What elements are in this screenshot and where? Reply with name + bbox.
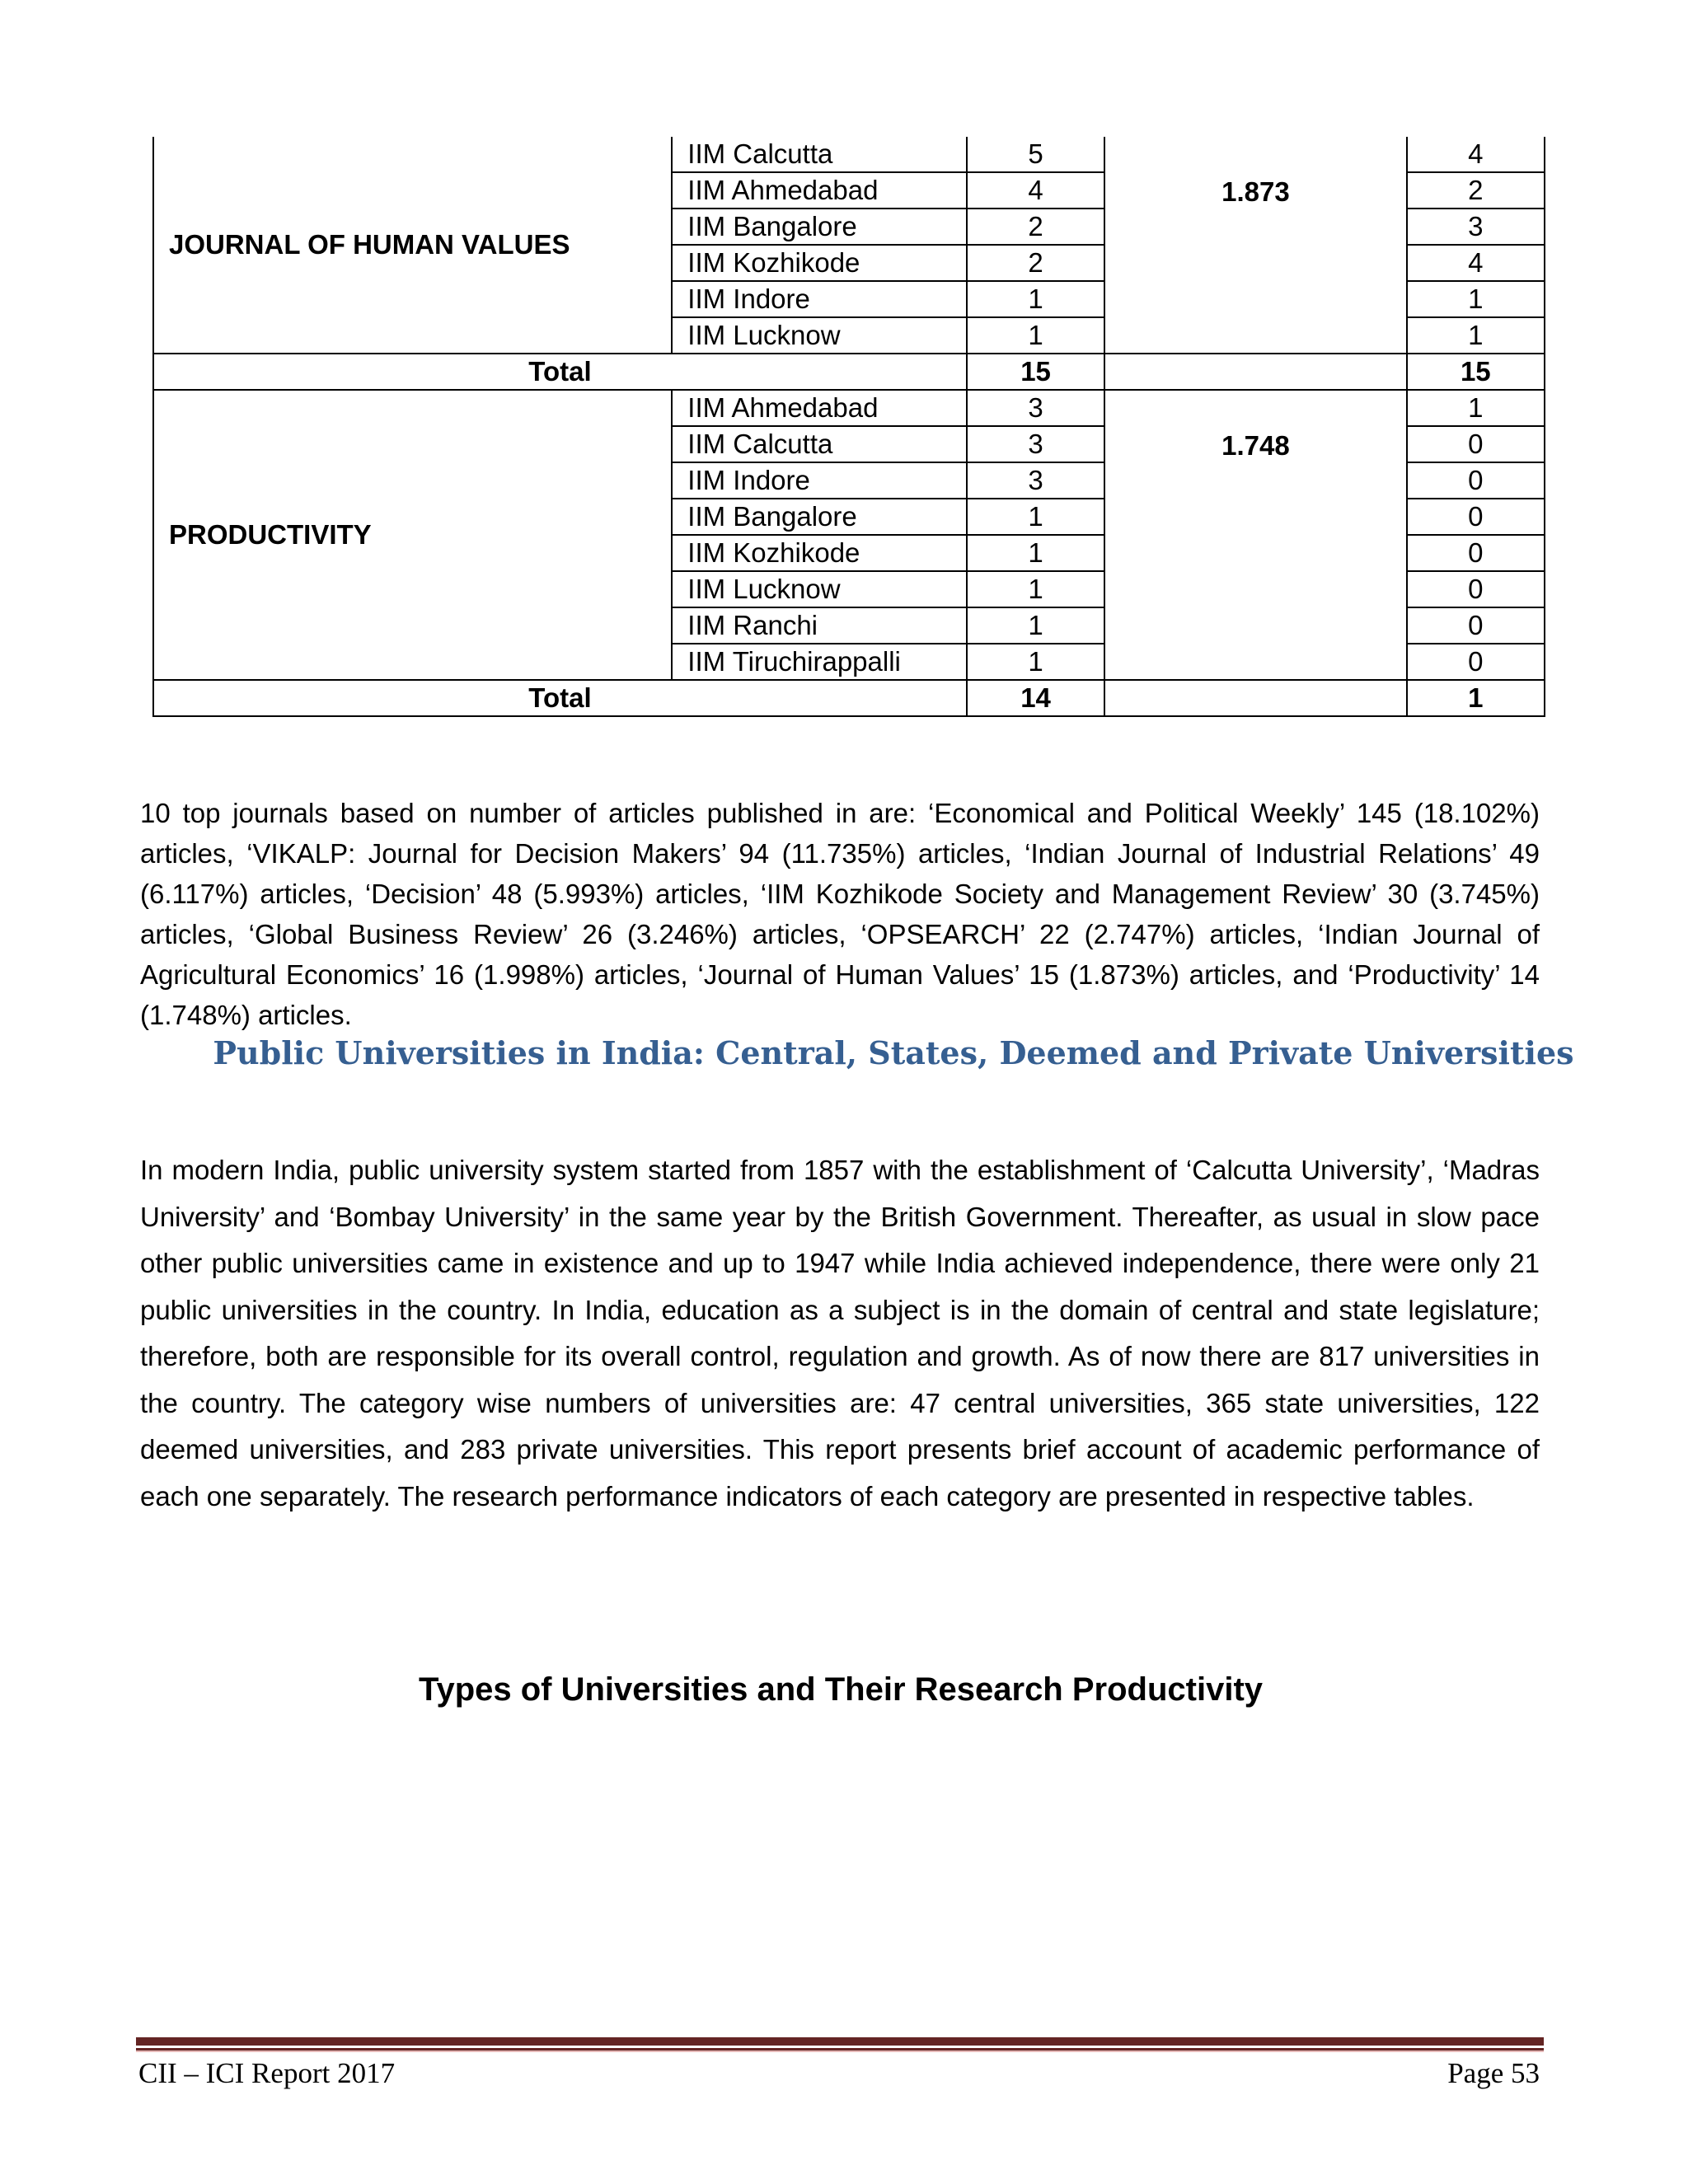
institute-cell: IIM Tiruchirappalli — [672, 644, 967, 680]
citations-cell: 0 — [1407, 644, 1545, 680]
citations-cell: 0 — [1407, 426, 1545, 462]
institute-cell: IIM Kozhikode — [672, 245, 967, 281]
total-citations: 1 — [1407, 680, 1545, 716]
footer-report-title: CII – ICI Report 2017 — [138, 2057, 396, 2089]
share-percent-cell: 1.748 — [1104, 390, 1406, 680]
articles-cell: 2 — [967, 245, 1104, 281]
institute-cell: IIM Bangalore — [672, 209, 967, 245]
total-articles: 15 — [967, 354, 1104, 390]
articles-cell: 3 — [967, 426, 1104, 462]
footer-page-number: Page 53 — [1447, 2057, 1540, 2089]
institute-cell: IIM Calcutta — [672, 137, 967, 172]
citations-cell: 0 — [1407, 499, 1545, 535]
empty-cell — [1104, 680, 1406, 716]
footer-rule-thick — [136, 2037, 1544, 2046]
public-universities-paragraph: In modern India, public university system started from 1857 with the establishment of ‘Calcutta University’, ‘Madras University’ and ‘Bombay University’ in the same year by the British Government. Thereafter, as usual in slow pace other public universities came in existence and up to 1947 while India achieved independence, there were only 21 public universities in the country. In India, education as a subject is in the domain of central and state legislature; therefore, both are responsible for its overall control, regulation and growth. As of now there are 817 universities in the country. The category wise numbers of universities are: 47 central universities, 365 state universities, 122 deemed universities, and 283 private universities. This report presents brief account of academic performance of each one separately. The research performance indicators of each category are presented in respective tables. — [140, 1155, 1540, 1511]
institute-cell: IIM Calcutta — [672, 426, 967, 462]
institute-cell: IIM Indore — [672, 462, 967, 499]
total-row — [153, 354, 1545, 390]
total-citations: 15 — [1407, 354, 1545, 390]
citations-cell: 0 — [1407, 571, 1545, 607]
articles-cell: 1 — [967, 607, 1104, 644]
top-journals-paragraph: 10 top journals based on number of articles published in are: ‘Economical and Political Weekly’ 145 (18.102%) articles, ‘VIKALP: Journal for Decision Makers’ 94 (11.735%) articles, ‘Indian Journal of Industrial Relations’ 49 (6.117%) articles, ‘Decision’ 48 (5.993%) articles, ‘IIM Kozhikode Society and Management Review’ 30 (3.745%) articles, ‘Global Business Review’ 26 (3.246%) articles, ‘OPSEARCH’ 22 (2.747%) articles, ‘Indian Journal of Agricultural Economics’ 16 (1.998%) articles, ‘Journal of Human Values’ 15 (1.873%) articles, and ‘Productivity’ 14 (1.748%) articles. — [140, 798, 1540, 1030]
total-label: Total — [153, 680, 967, 716]
total-articles: 14 — [967, 680, 1104, 716]
citations-cell: 4 — [1407, 245, 1545, 281]
citations-cell: 1 — [1407, 281, 1545, 317]
articles-cell: 4 — [967, 172, 1104, 209]
table-row — [153, 390, 1545, 426]
citations-cell: 2 — [1407, 172, 1545, 209]
institute-cell: IIM Ahmedabad — [672, 390, 967, 426]
citations-cell: 4 — [1407, 137, 1545, 172]
articles-cell: 3 — [967, 390, 1104, 426]
institute-cell: IIM Ahmedabad — [672, 172, 967, 209]
section-heading-public-universities: Public Universities in India: Central, States, Deemed and Private Universities — [213, 1034, 1574, 1071]
articles-cell: 2 — [967, 209, 1104, 245]
articles-cell: 1 — [967, 317, 1104, 354]
journal-institute-table — [152, 137, 1545, 717]
citations-cell: 1 — [1407, 317, 1545, 354]
articles-cell: 5 — [967, 137, 1104, 172]
articles-cell: 3 — [967, 462, 1104, 499]
journal-name-cell: JOURNAL OF HUMAN VALUES — [153, 137, 672, 354]
articles-cell: 1 — [967, 644, 1104, 680]
footer-rule-thin — [136, 2048, 1544, 2052]
empty-cell — [1104, 354, 1406, 390]
institute-cell: IIM Kozhikode — [672, 535, 967, 571]
articles-cell: 1 — [967, 499, 1104, 535]
institute-cell: IIM Lucknow — [672, 571, 967, 607]
total-row — [153, 680, 1545, 716]
articles-cell: 1 — [967, 535, 1104, 571]
institute-cell: IIM Indore — [672, 281, 967, 317]
articles-cell: 1 — [967, 571, 1104, 607]
total-label: Total — [153, 354, 967, 390]
citations-cell: 0 — [1407, 535, 1545, 571]
section-heading-types-of-universities: Types of Universities and Their Research Productivity — [418, 1671, 1264, 1708]
citations-cell: 1 — [1407, 390, 1545, 426]
articles-cell: 1 — [967, 281, 1104, 317]
institute-cell: IIM Bangalore — [672, 499, 967, 535]
citations-cell: 0 — [1407, 462, 1545, 499]
citations-cell: 0 — [1407, 607, 1545, 644]
journal-name-cell: PRODUCTIVITY — [153, 390, 672, 680]
institute-cell: IIM Lucknow — [672, 317, 967, 354]
citations-cell: 3 — [1407, 209, 1545, 245]
share-percent-cell: 1.873 — [1104, 137, 1406, 354]
table-row — [153, 137, 1545, 172]
institute-cell: IIM Ranchi — [672, 607, 967, 644]
